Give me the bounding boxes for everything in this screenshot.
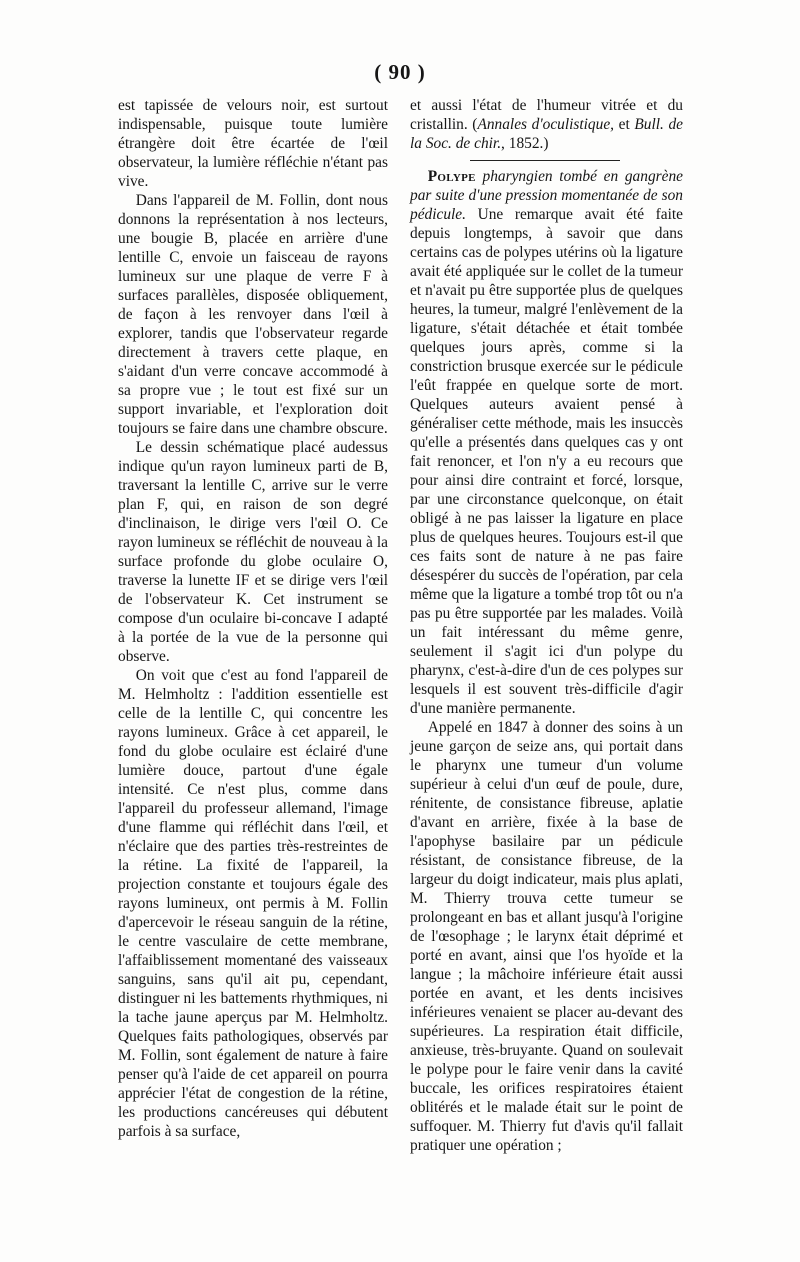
- left-column: [118, 96, 388, 1141]
- right-paragraph-1: [410, 96, 683, 153]
- section-heading-word: Polype: [427, 168, 476, 185]
- citation-bulletin: Bull. de la Soc. de chir.: [410, 116, 683, 152]
- citation-end: , 1852.): [501, 135, 549, 152]
- section-heading-title: pharyngien tombé en gangrène par suite d'une pression momentanée de son pédicule.: [410, 168, 683, 223]
- right-column: [410, 96, 683, 1155]
- citation-mid: et: [614, 116, 635, 133]
- right-paragraph-2: [410, 167, 683, 718]
- citation-annales: Annales d'oculistique,: [477, 116, 615, 133]
- left-paragraph-4: On voit que c'est au fond l'appareil de M. Helmholtz : l'addition essentielle est celle de la lentille C, qui concentre les rayons lumineux. Grâce à cet appareil, le fond du globe oculaire est éclairé d'une lumière douce, partout d'une égale intensité. Ce n'est plus, comme dans l'appareil du professeur allemand, l'image d'une flamme qui réfléchit dans l'œil, et n'éclaire que des parties très-restreintes de la rétine. La fixité de l'appareil, la projection constante et toujours égale des rayons lumineux, ont permis à M. Follin d'apercevoir le réseau sanguin de la rétine, le centre vasculaire de cette membrane, l'affaiblissement momentané des vaisseaux sanguins, sans qu'il ait pu, cependant, distinguer ni les battements rhythmiques, ni la tache jaune aperçus par M. Helmholtz. Quelques faits pathologiques, observés par M. Follin, sont également de nature à faire penser qu'à l'aide de cet appareil on pourra apprécier l'état de congestion de la rétine, les productions cancéreuses qui débutent parfois à sa surface,: [118, 667, 388, 1140]
- page-number: ( 90 ): [374, 60, 426, 84]
- left-paragraph-3: Le dessin schématique placé audessus indique qu'un rayon lumineux parti de B, traversant la lentille C, arrive sur le verre plan F, qui, en raison de son degré d'inclinaison, le dirige vers l'œil O. Ce rayon lumineux se réfléchit de nouveau à la surface profonde du globe oculaire O, traverse la lunette IF et se dirige vers l'œil de l'observateur K. Cet instrument se compose d'un oculaire bi-concave I adapté à la portée de la vue de la personne qui observe.: [118, 439, 388, 665]
- section-divider: [470, 160, 620, 161]
- right-paragraph-3: Appelé en 1847 à donner des soins à un jeune garçon de seize ans, qui portait dans le pharynx une tumeur d'un volume supérieur à celui d'un œuf de poule, dure, rénitente, de consistance fibreuse, aplatie d'avant en arrière, fixée à la base de l'apophyse basilaire par un pédicule résistant, de consistance fibreuse, de la largeur du doigt indicateur, mais plus aplati, M. Thierry trouva cette tumeur se prolongeant en bas et allant jusqu'à l'origine de l'œsophage ; le larynx était déprimé et porté en avant, ainsi que l'os hyoïde et la langue ; la mâchoire inférieure était aussi portée en avant, et les dents incisives inférieures venaient se placer au-devant des supérieures. La respiration était difficile, anxieuse, très-bruyante. Quand on soulevait le polype pour le faire venir dans la cavité buccale, les orifices respiratoires étaient oblitérés et le malade était sur le point de suffoquer. M. Thierry fut d'avis qu'il fallait pratiquer une opération ;: [410, 719, 683, 1154]
- right-p1-text: et aussi l'état de l'humeur vitrée et du cristallin. (: [410, 97, 683, 133]
- left-paragraph-1: est tapissée de velours noir, est surtout indispensable, puisque toute lumière étrangère doit être écartée de l'œil observateur, la lumière réfléchie n'étant pas vive.: [118, 97, 388, 190]
- left-paragraph-2: Dans l'appareil de M. Follin, dont nous donnons la représentation à nos lecteurs, une bougie B, placée en arrière d'une lentille C, envoie un faisceau de rayons lumineux sur une plaque de verre F à surfaces parallèles, disposée obliquement, de façon à les renvoyer dans l'œil à explorer, tandis que l'observateur regarde directement à travers cette plaque, en s'aidant d'un verre concave accommodé à sa propre vue ; le tout est fixé sur un support invariable, et l'exploration doit toujours se faire dans une chambre obscure.: [118, 192, 388, 437]
- right-paragraph-2-text: Une remarque avait été faite depuis longtemps, à savoir que dans certains cas de polypes utérins où la ligature avait été appliquée sur le collet de la tumeur et n'avait pu être supportée plus de quelques heures, la tumeur, malgré l'enlèvement de la ligature, s'était détachée et était tombée quelques jours après, comme si la constriction brusque exercée sur le pédicule l'eût frappée en quelque sorte de mort. Quelques auteurs avaient pensé à généraliser cette méthode, mais les insuccès qu'elle a présentés dans quelques cas y ont fait renoncer, et l'on n'y a eu recours que pour ainsi dire contraint et forcé, lorsque, par une circonstance quelconque, on était obligé à ne pas laisser la ligature en place plus de quelques heures. Toujours est-il que ces faits sont de nature à ne pas faire désespérer du succès de l'opération, par cela même que la ligature a tombé trop tôt ou n'a pas pu être supportée par les malades. Voilà un fait intéressant du même genre, seulement il s'agit ici d'un polype du pharynx, c'est-à-dire d'un de ces polypes sur lesquels il est souvent très-difficile d'agir d'une manière permanente.: [410, 206, 683, 717]
